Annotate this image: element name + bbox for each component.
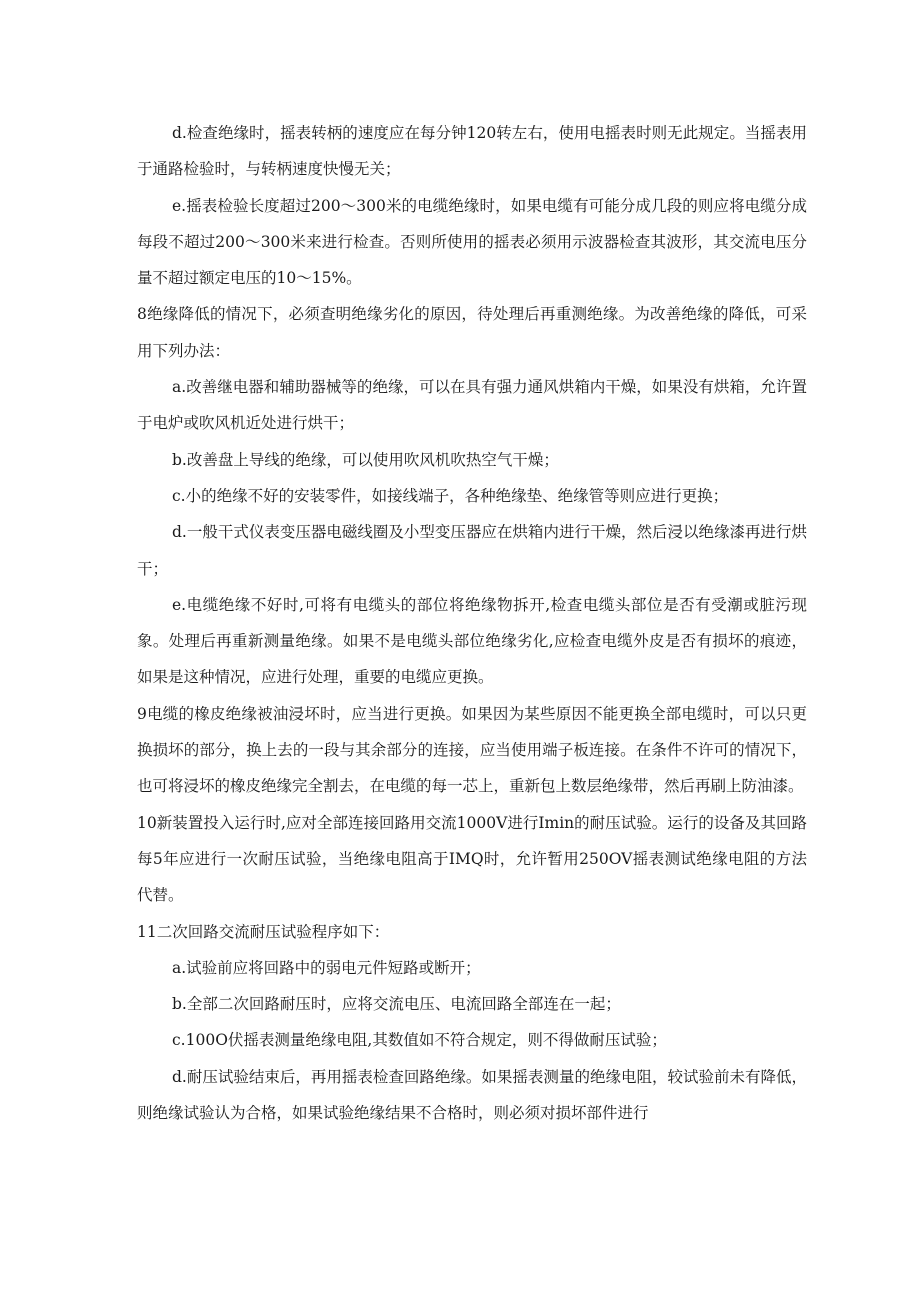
paragraph-8-insulation-reduction: 8绝缘降低的情况下，必须查明绝缘劣化的原因，待处理后再重测绝缘。为改善绝缘的降低，可采用下列办法： [137,305,807,360]
paragraph-a-before-test: a.试验前应将回路中的弱电元件短路或断开； [172,958,481,977]
document-body [137,115,807,1131]
paragraph-b-panel-wires: b.改善盘上导线的绝缘，可以使用吹风机吹热空气干燥； [172,450,559,469]
paragraph-a-relay-drying: a.改善继电器和辅助器械等的绝缘，可以在具有强力通风烘箱内干燥，如果没有烘箱，允许置于电炉或吹风机近处进行烘干； [137,378,807,433]
paragraph-c-megger-measure: c.100O伏摇表测量绝缘电阻,其数值如不符合规定，则不得做耐压试验； [172,1031,667,1050]
paragraph-c-small-parts: c.小的绝缘不好的安装零件，如接线端子，各种绝缘垫、绝缘管等则应进行更换； [172,486,729,505]
paragraph-e-cable-head: e.电缆绝缘不好时,可将有电缆头的部位将绝缘物拆开,检查电缆头部位是否有受潮或脏污现象。处理后再重新测量绝缘。如果不是电缆头部位绝缘劣化,应检查电缆外皮是否有损坏的痕迹，如果是这种情况，应进行处理，重要的电缆应更换。 [137,595,807,687]
paragraph-e-cable-length: e.摇表检验长度超过200～300米的电缆绝缘时，如果电缆有可能分成几段的则应将电缆分成每段不超过200～300米来进行检查。否则所使用的摇表必须用示波器检查其波形，其交流电压分量不超过额定电压的10～15%。 [137,196,807,288]
paragraph-b-full-circuit: b.全部二次回路耐压时，应将交流电压、电流回路全部连在一起； [172,995,621,1014]
paragraph-d-after-test: d.耐压试验结束后，再用摇表检查回路绝缘。如果摇表测量的绝缘电阻，较试验前未有降低，则绝缘试验认为合格，如果试验绝缘结果不合格时，则必须对损坏部件进行 [137,1067,807,1123]
paragraph-11-test-procedure: 11二次回路交流耐压试验程序如下： [137,922,390,941]
paragraph-10-withstand-test: 10新装置投入运行时,应对全部连接回路用交流1000V进行Imin的耐压试验。运行的设备及其回路每5年应进行一次耐压试验，当绝缘电阻高于IMQ时，允许暂用250OV摇表测试绝缘电阻的方法代替。 [137,813,807,905]
paragraph-d-insulation-check: d.检查绝缘时，摇表转柄的速度应在每分钟120转左右，使用电摇表时则无此规定。当摇表用于通路检验时，与转柄速度快慢无关； [137,124,807,179]
paragraph-d-transformers: d.一般干式仪表变压器电磁线圈及小型变压器应在烘箱内进行干燥，然后浸以绝缘漆再进行烘干； [137,523,807,578]
paragraph-9-rubber-insulation: 9电缆的橡皮绝缘被油浸坏时，应当进行更换。如果因为某些原因不能更换全部电缆时，可以只更换损坏的部分，换上去的一段与其余部分的连接，应当使用端子板连接。在条件不许可的情况下，也可将浸坏的橡皮绝缘完全割去，在电缆的每一芯上，重新包上数层绝缘带，然后再刷上防油漆。 [137,704,807,796]
